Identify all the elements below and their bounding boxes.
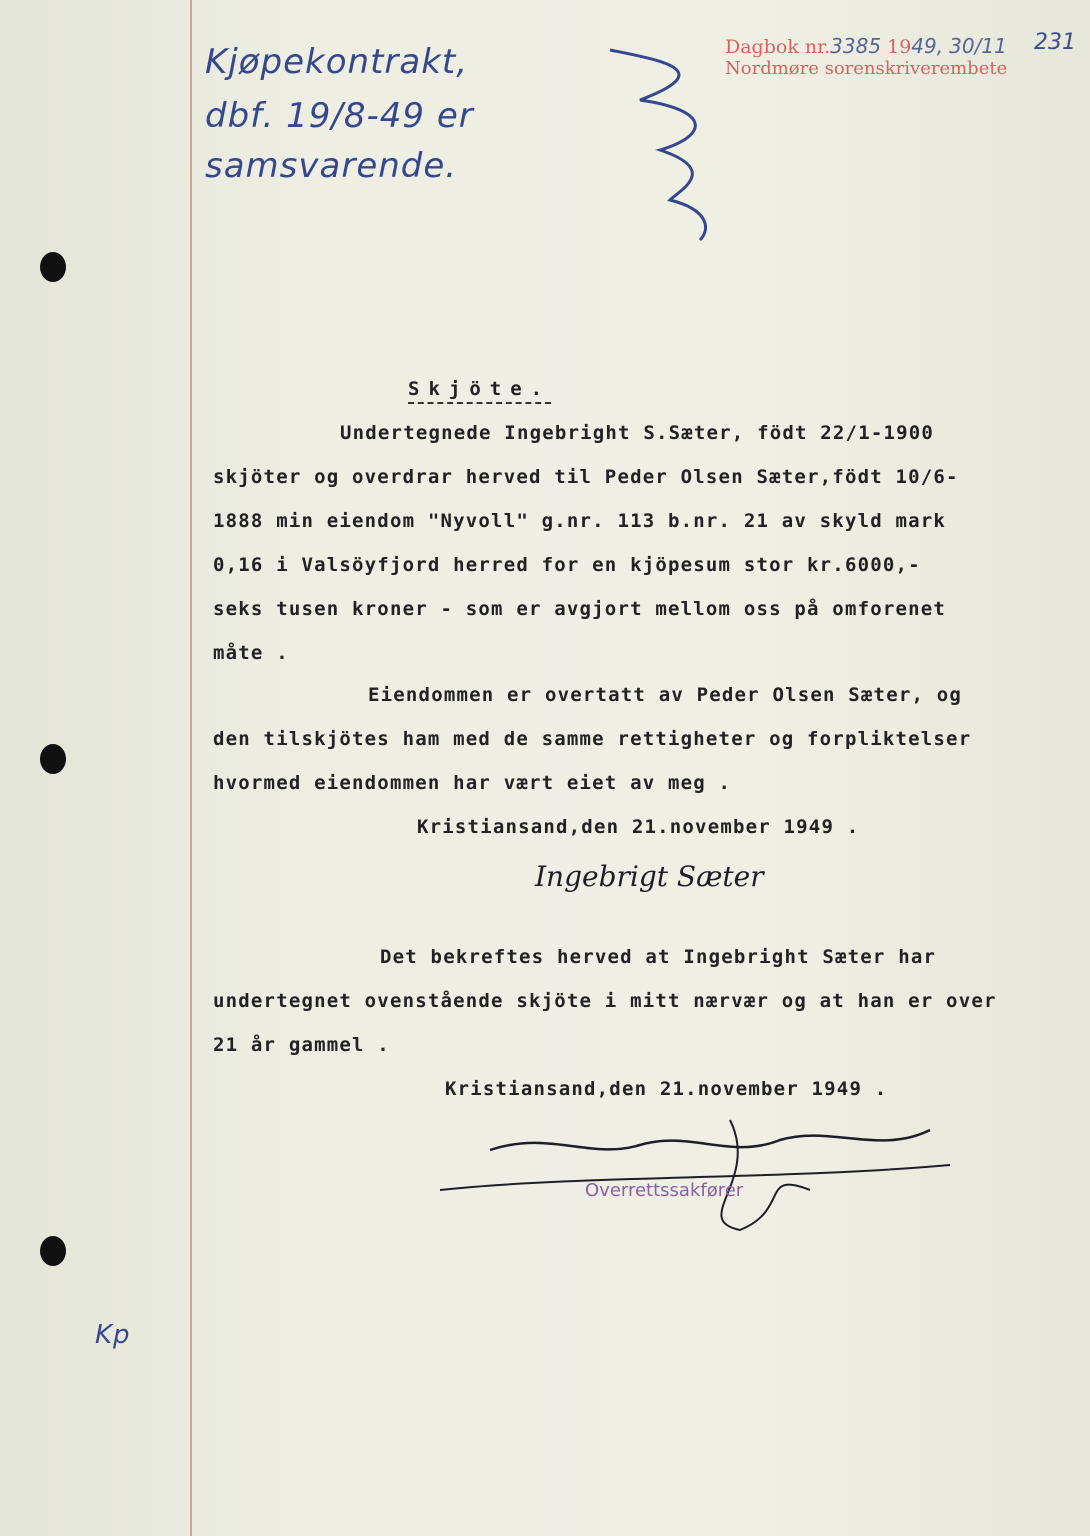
punch-hole-bottom <box>40 1236 66 1266</box>
punch-hole-top <box>40 252 66 282</box>
paragraph1-line3: 1888 min eiendom "Nyvoll" g.nr. 113 b.nr. 21 av skyld mark <box>213 510 947 532</box>
annotation-line2: dbf. 19/8-49 er <box>205 96 474 136</box>
paragraph2-line3: hvormed eiendommen har vært eiet av meg . <box>213 772 732 794</box>
place-date-1: Kristiansand,den 21.november 1949 . <box>417 816 860 838</box>
paragraph1-line1: Undertegnede Ingebright S.Sæter, födt 22/1-1900 <box>340 422 935 444</box>
signature-stolt-hage-scribble <box>430 1090 960 1240</box>
annotation-bracket-stroke <box>600 40 760 250</box>
paragraph1-line4: 0,16 i Valsöyfjord herred for en kjöpesum stor kr.6000,- <box>213 554 921 576</box>
paragraph2-line2: den tilskjötes ham med de samme rettigheter og forpliktelser <box>213 728 972 750</box>
paragraph1-line2: skjöter og overdrar herved til Peder Olsen Sæter,födt 10/6- <box>213 466 959 488</box>
stamp-number: 3385 <box>830 34 882 58</box>
document-title: Skjöte. <box>408 378 551 404</box>
registry-stamp-line1 <box>725 34 1007 58</box>
punch-hole-middle <box>40 744 66 774</box>
paragraph3-line3: 21 år gammel . <box>213 1034 390 1056</box>
signature-ingebrigt: Ingebrigt Sæter <box>535 860 764 893</box>
paragraph2-line1: Eiendommen er overtatt av Peder Olsen Sæter, og <box>368 684 963 706</box>
stamp-year-prefix: 19 <box>887 36 912 58</box>
margin-line <box>190 0 192 1536</box>
paragraph3-line1: Det bekreftes herved at Ingebright Sæter har <box>380 946 937 968</box>
paragraph1-line6: måte . <box>213 642 289 664</box>
place-date-2: Kristiansand,den 21.november 1949 . <box>445 1078 888 1100</box>
registry-stamp-line2: Nordmøre sorenskriverembete <box>725 58 1008 79</box>
annotation-line1: Kjøpekontrakt, <box>205 42 469 82</box>
page-number: 231 <box>1034 30 1076 55</box>
annotation-line3: samsvarende. <box>205 146 458 186</box>
paragraph1-line5: seks tusen kroner - som er avgjort mellom oss på omforenet <box>213 598 947 620</box>
stamp-date: 30/11 <box>949 34 1007 58</box>
paragraph3-line2: undertegnet ovenstående skjöte i mitt nærvær og at han er over <box>213 990 997 1012</box>
initials: Kp <box>95 1320 131 1350</box>
signature-title-stamp: Overrettssakfører <box>585 1180 744 1201</box>
stamp-prefix: Dagbok nr. <box>725 36 831 58</box>
stamp-year-suffix: 49, <box>911 34 944 58</box>
